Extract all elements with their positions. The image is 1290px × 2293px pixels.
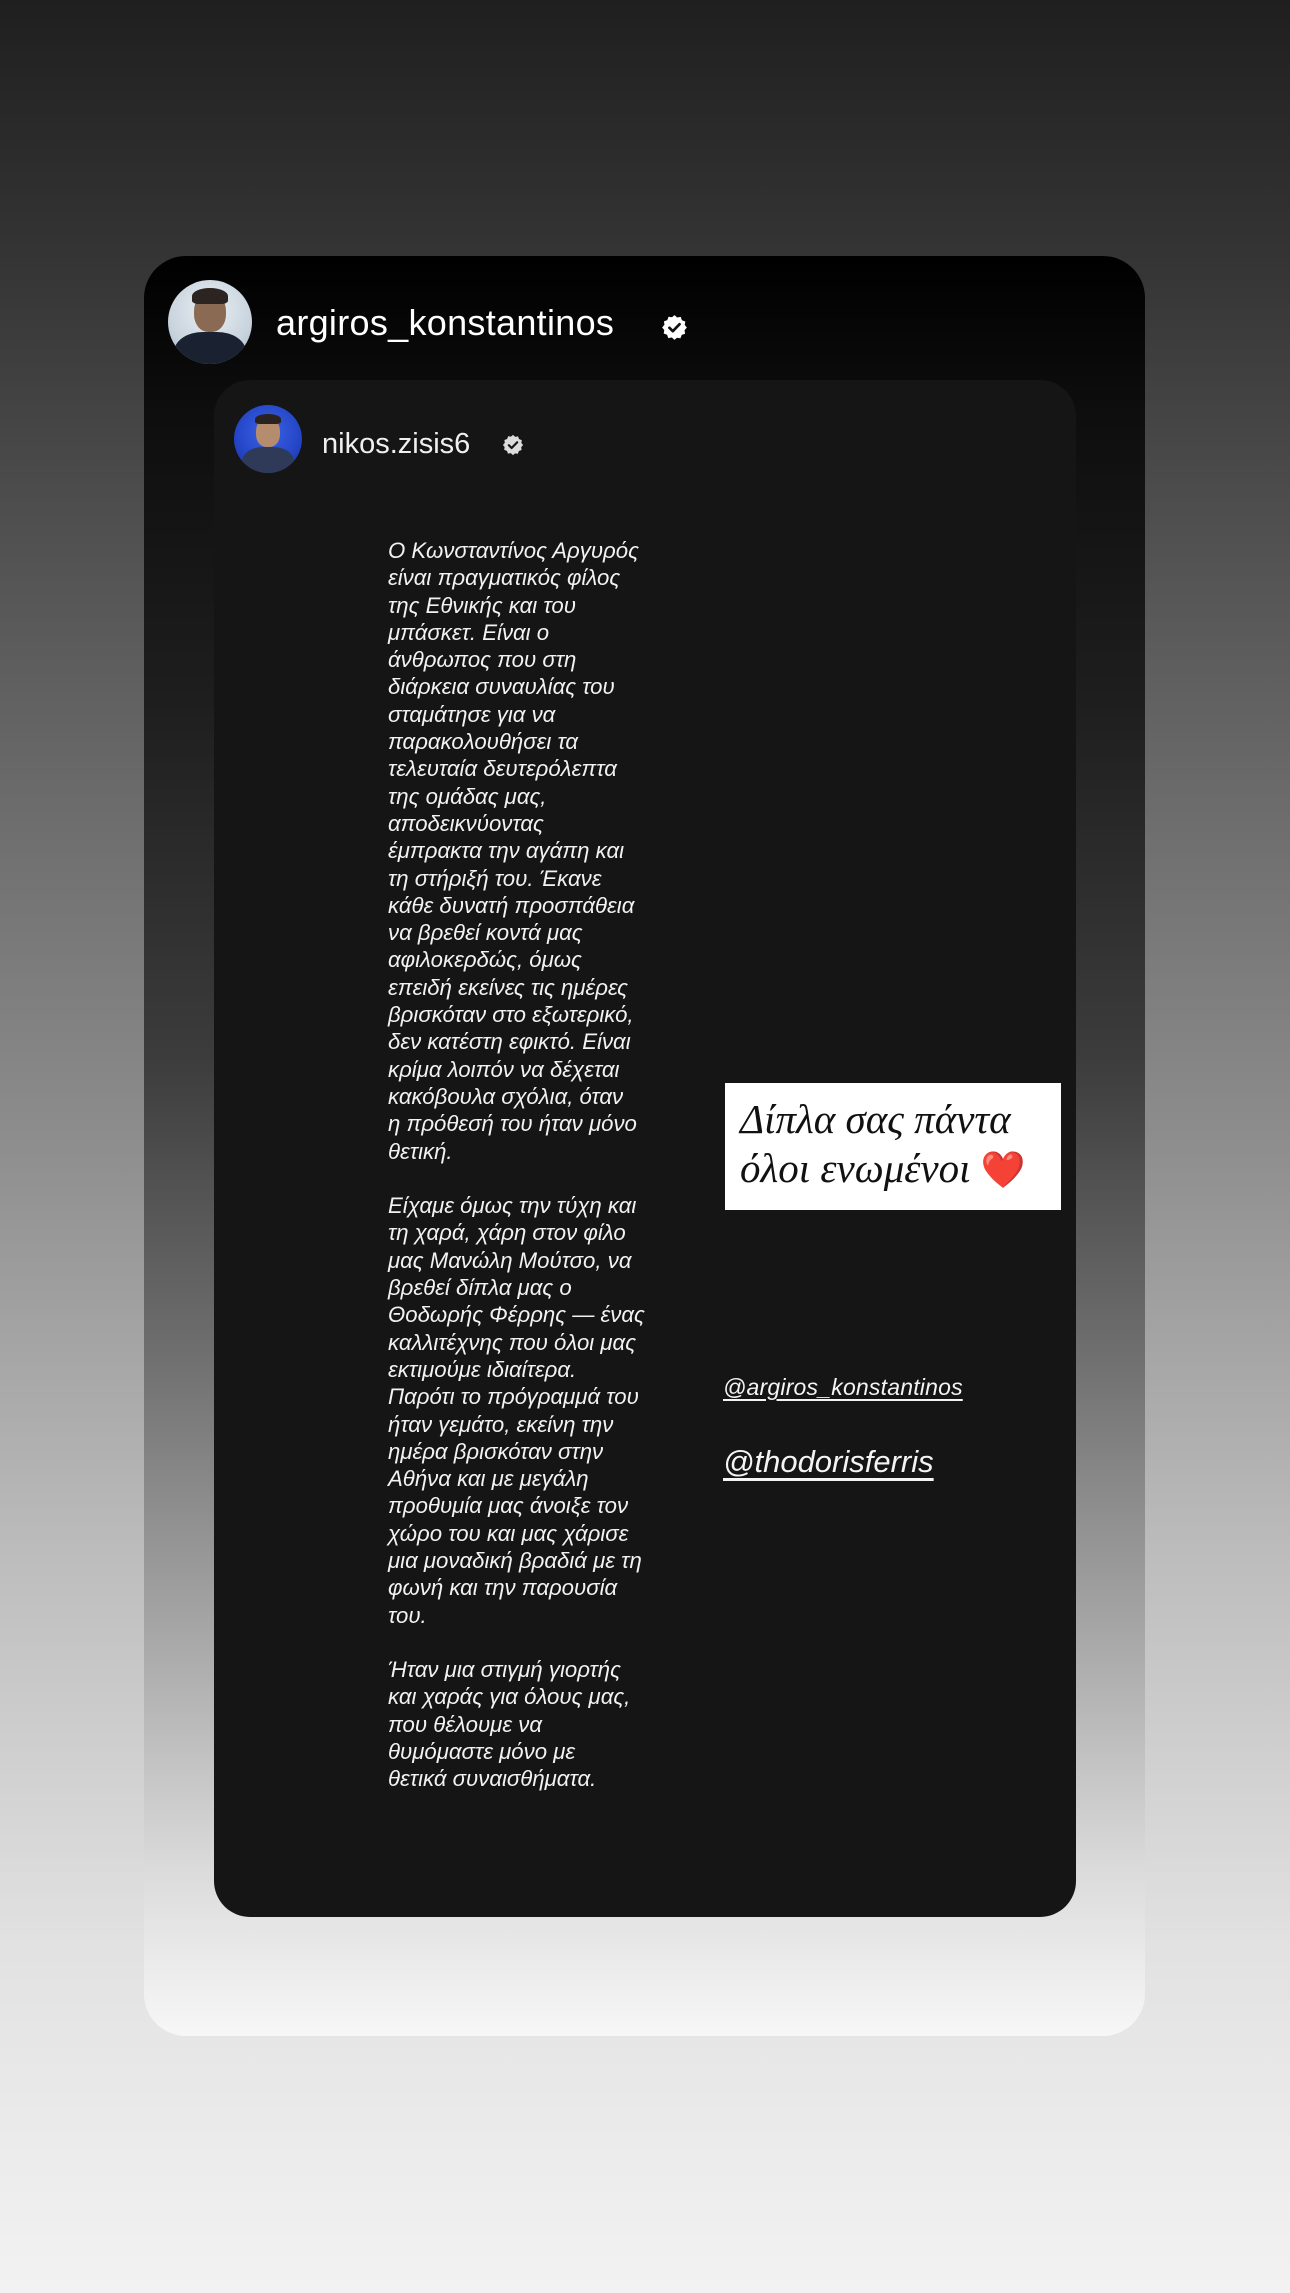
mention-tag[interactable]: @argiros_konstantinos: [723, 1374, 963, 1400]
author-avatar[interactable]: [168, 280, 252, 364]
caption-paragraph: Ο Κωνσταντίνος Αργυρός είναι πραγματικός φίλος της Εθνικής και του μπάσκετ. Είναι ο άνθρωπος που στη διάρκεια συναυλίας του σταμάτησε για να παρακολουθήσει τα τελευταία δευτερόλεπτα της ομάδας μας, αποδεικνύοντας έμπρακτα την αγάπη και τη στήριξή του. Έκανε κάθε δυνατή προσπάθεια να βρεθεί κοντά μας αφιλοκερδώς, όμως επειδή εκείνες τις ημέρες βρισκόταν στο εξωτερικό, δεν κατέστη εφικτό. Είναι κρίμα λοιπόν να δέχεται κακόβουλα σχόλια, όταν η πρόθεσή του ήταν μόνο θετική.: [388, 538, 639, 1164]
verified-badge-icon: [502, 434, 524, 456]
caption-paragraph: Ήταν μια στιγμή γιορτής και χαράς για όλους μας, που θέλουμε να θυμόμαστε μόνο με θετικά συναισθήματα.: [388, 1657, 631, 1792]
shared-post-author-avatar[interactable]: [234, 405, 302, 473]
author-username[interactable]: argiros_konstantinos: [276, 302, 615, 343]
text-sticker: [725, 1083, 1061, 1210]
heart-icon: ❤️: [980, 1150, 1026, 1191]
shared-post-author-username[interactable]: nikos.zisis6: [322, 428, 471, 460]
verified-badge-icon: [661, 314, 688, 341]
caption-paragraph: Είχαμε όμως την τύχη και τη χαρά, χάρη στον φίλο μας Μανώλη Μούτσο, να βρεθεί δίπλα μας ο Θοδωρής Φέρρης — ένας καλλιτέχνης που όλοι μας εκτιμούμε ιδιαίτερα. Παρότι το πρόγραμμά του ήταν γεμάτο, εκείνη την ημέρα βρισκόταν στην Αθήνα και με μεγάλη προθυμία μας άνοιξε τον χώρο του και μας χάρισε μια μοναδική βραδιά με τη φωνή και την παρουσία του.: [388, 1193, 645, 1628]
shared-post-caption: [388, 537, 688, 1793]
mention-tag[interactable]: @thodorisferris: [723, 1444, 934, 1479]
sticker-line: Δίπλα σας πάντα: [740, 1096, 1011, 1142]
sticker-line: όλοι ενωμένοι: [740, 1145, 971, 1191]
